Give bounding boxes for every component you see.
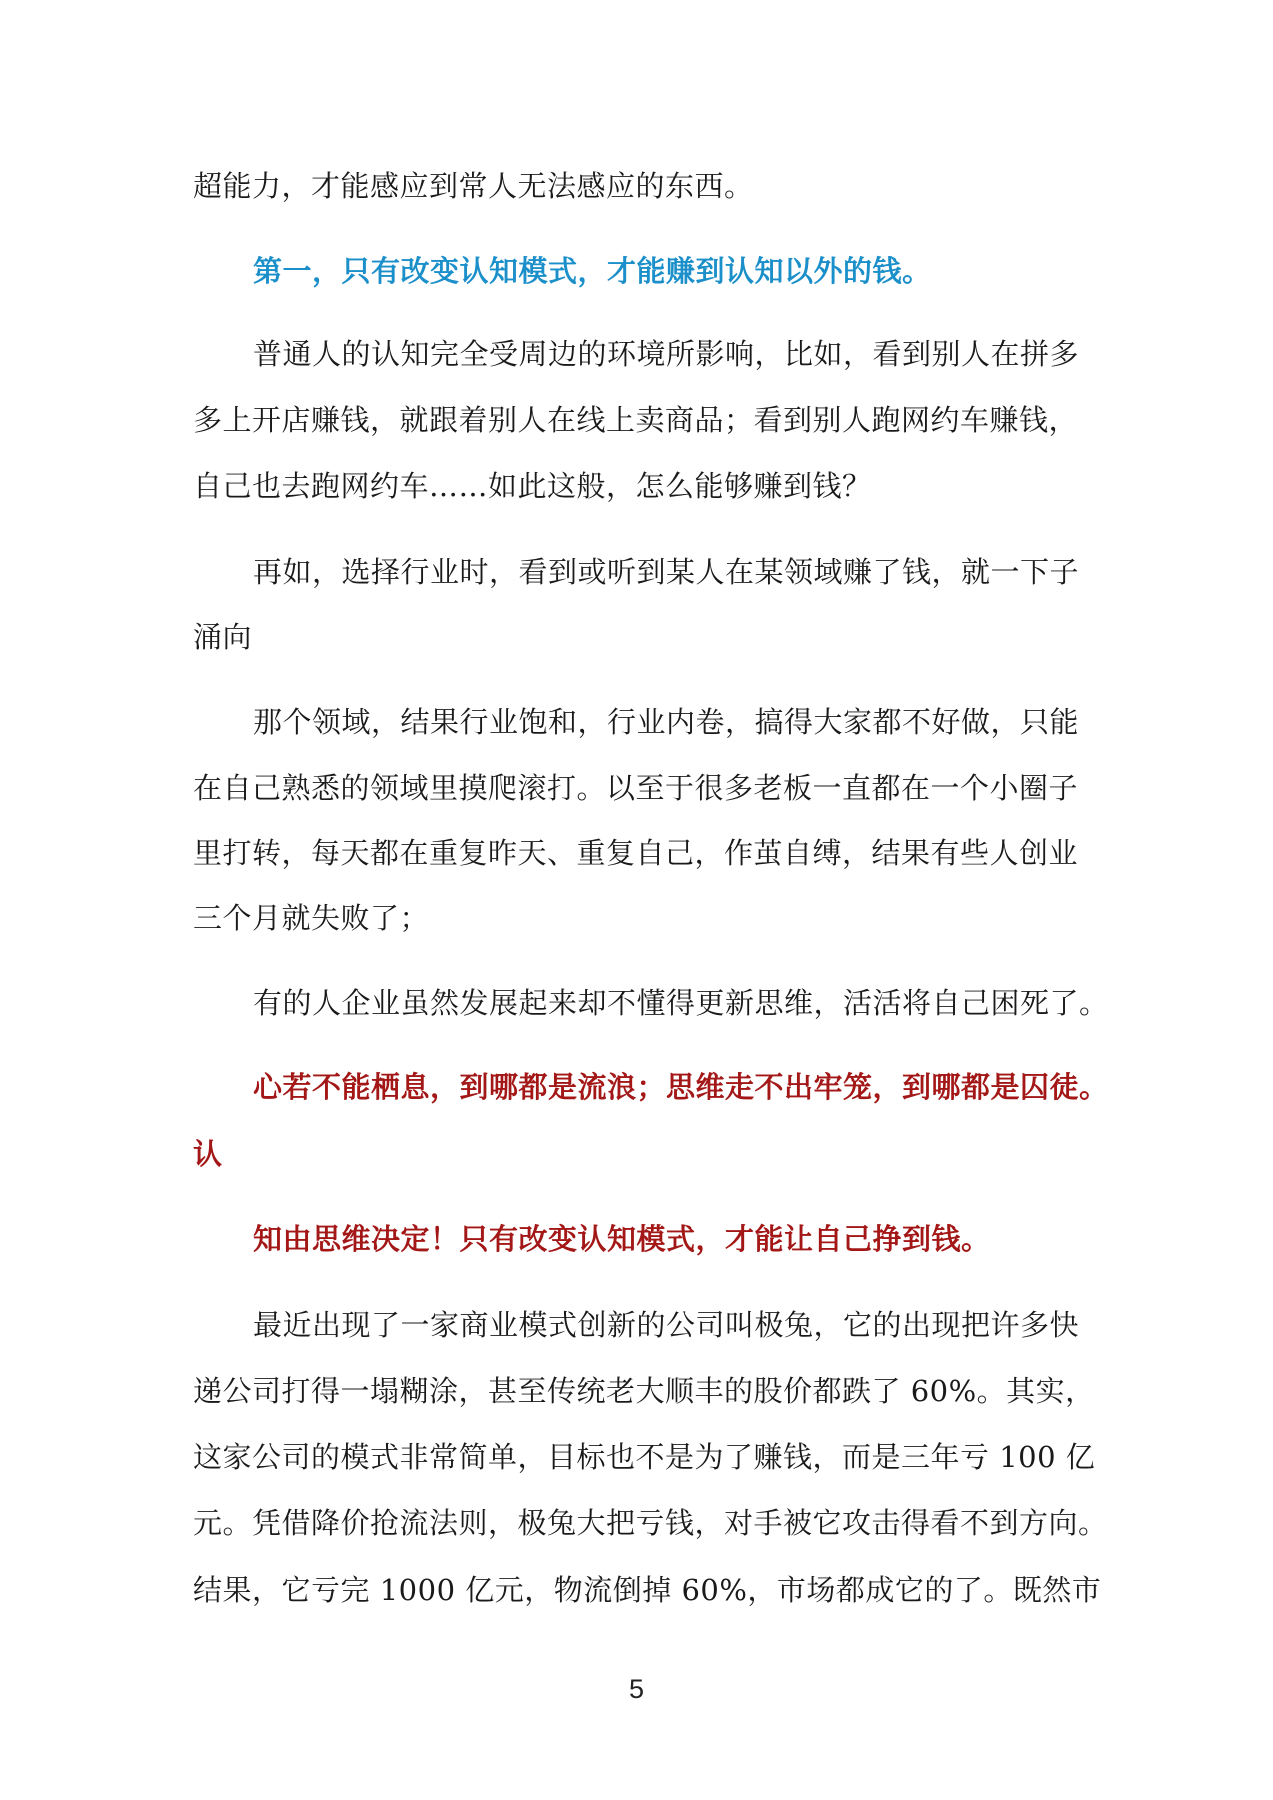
text-line: 结果，它亏完 1000 亿元，物流倒掉 60%，市场都成它的了。既然市 <box>193 1573 1102 1607</box>
emphasis-line: 知由思维决定！只有改变认知模式，才能让自己挣到钱。 <box>253 1222 991 1256</box>
text-line: 那个领域，结果行业饱和，行业内卷，搞得大家都不好做，只能 <box>253 705 1080 739</box>
text-line: 涌向 <box>193 620 253 654</box>
text-line: 元。凭借降价抢流法则，极兔大把亏钱，对手被它攻击得看不到方向。 <box>193 1506 1108 1540</box>
text-line: 最近出现了一家商业模式创新的公司叫极兔，它的出现把许多快 <box>253 1308 1080 1342</box>
page-number: 5 <box>628 1674 645 1704</box>
emphasis-line: 心若不能栖息，到哪都是流浪；思维走不出牢笼，到哪都是囚徒。 <box>253 1070 1109 1104</box>
text-line: 超能力，才能感应到常人无法感应的东西。 <box>193 169 754 203</box>
text-line: 递公司打得一塌糊涂，甚至传统老大顺丰的股价都跌了 60%。其实， <box>193 1374 1095 1408</box>
text-line: 多上开店赚钱，就跟着别人在线上卖商品；看到别人跑网约车赚钱， <box>193 403 1079 437</box>
text-line: 普通人的认知完全受周边的环境所影响，比如，看到别人在拼多 <box>253 337 1080 371</box>
text-line: 在自己熟悉的领域里摸爬滚打。以至于很多老板一直都在一个小圈子 <box>193 771 1079 805</box>
text-line: 再如，选择行业时，看到或听到某人在某领域赚了钱，就一下子 <box>253 555 1080 589</box>
text-line: 这家公司的模式非常简单，目标也不是为了赚钱，而是三年亏 100 亿 <box>193 1440 1096 1474</box>
text-line: 里打转，每天都在重复昨天、重复自己，作茧自缚，结果有些人创业 <box>193 836 1079 870</box>
emphasis-line: 认 <box>193 1137 223 1171</box>
section-heading: 第一，只有改变认知模式，才能赚到认知以外的钱。 <box>253 254 932 288</box>
text-line: 有的人企业虽然发展起来却不懂得更新思维，活活将自己困死了。 <box>253 986 1109 1020</box>
text-line: 三个月就失败了； <box>193 901 430 935</box>
text-line: 自己也去跑网约车……如此这般，怎么能够赚到钱？ <box>193 469 872 503</box>
